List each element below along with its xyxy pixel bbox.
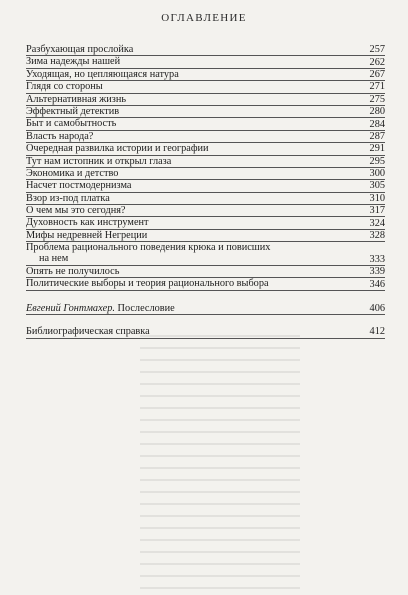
toc-entry: [26, 180, 385, 192]
toc-entry-page: 271: [369, 81, 385, 93]
toc-entry: [26, 217, 385, 229]
toc-entry-title: О чем мы это сегодня?: [26, 205, 126, 217]
toc-entry: [26, 94, 385, 106]
toc-entry: [26, 242, 385, 266]
toc-entry-title: Разбухающая прослойка: [26, 44, 134, 55]
toc-entry-title: Библиографическая справка: [26, 326, 150, 338]
toc-entry-page: 257: [369, 44, 385, 56]
toc-entry-title: Насчет постмодернизма: [26, 180, 132, 192]
toc-entry-title-continuation: на нем: [39, 253, 69, 265]
toc-entry-page: 324: [369, 217, 385, 229]
toc-entry: [26, 44, 385, 56]
toc-entry-title: Экономика и детство: [26, 167, 119, 179]
toc-entry: [26, 56, 385, 68]
toc-entry-title: Духовность как инструмент: [26, 217, 149, 229]
toc-entry-title: Зима надежды нашей: [26, 56, 121, 68]
toc-entry-title: Очередная развилка истории и географии: [26, 143, 209, 155]
toc-entry-page: 300: [369, 168, 385, 180]
toc-entry-page: 295: [369, 155, 385, 167]
toc-entry-page: 310: [369, 192, 385, 204]
toc-entry: [26, 278, 385, 290]
bleed-through-text: [140, 335, 300, 595]
toc-entry-title: [26, 303, 175, 314]
toc-entry-title: Уходящая, но цепляющаяся натура: [26, 68, 179, 80]
toc-entry-page: 284: [369, 118, 385, 130]
toc-entry: [26, 131, 385, 143]
toc-entry-title-line: Проблема рационального поведения крюка и повисших: [26, 242, 271, 254]
toc-entry-afterword: [26, 303, 385, 315]
toc-entry-title: Мифы недревней Негреции: [26, 229, 148, 241]
toc-entry: [26, 69, 385, 81]
toc-entry: [26, 81, 385, 93]
toc-entry-title: Тут нам истопник и открыл глаза: [26, 155, 172, 167]
toc-entry-page: 412: [369, 326, 385, 338]
toc-entry-page: 406: [369, 303, 385, 315]
toc-entry-page: 280: [369, 106, 385, 118]
toc-entry-page: 287: [369, 130, 385, 142]
toc-entry-page: 339: [369, 266, 385, 278]
toc-entry-title: Глядя со стороны: [26, 81, 103, 93]
toc-entry-page: 267: [369, 68, 385, 80]
toc-entry-title: Взор из-под платка: [26, 192, 110, 204]
table-of-contents: [26, 44, 385, 339]
toc-entry: [26, 193, 385, 205]
toc-entry-title: Власть народа?: [26, 130, 94, 142]
toc-entry: [26, 168, 385, 180]
toc-entry: [26, 266, 385, 278]
toc-entry: [26, 143, 385, 155]
toc-entry-page: 317: [369, 205, 385, 217]
toc-entry-title: Быт и самобытность: [26, 118, 117, 130]
toc-entry-page: 305: [369, 180, 385, 192]
toc-entry: [26, 230, 385, 242]
toc-entry: [26, 106, 385, 118]
toc-entry-page: 346: [369, 278, 385, 290]
toc-entry-title: Альтернативная жизнь: [26, 93, 127, 105]
toc-entry-title: [26, 242, 344, 264]
toc-entry: [26, 156, 385, 168]
section-gap: [26, 315, 385, 326]
toc-entry-title: Политические выборы и теория рационального выбора: [26, 278, 269, 290]
toc-entry-page: 291: [369, 143, 385, 155]
toc-entry-page: 262: [369, 56, 385, 68]
toc-entry-title: Опять не получилось: [26, 266, 120, 278]
toc-entry: [26, 205, 385, 217]
toc-entry-title: Эффектный детектив: [26, 105, 120, 117]
toc-entry: [26, 118, 385, 130]
toc-entry-bibliography: [26, 326, 385, 338]
afterword-author: Евгений Гонтмахер.: [26, 302, 115, 314]
page-title: ОГЛАВЛЕНИЕ: [161, 12, 247, 24]
toc-entry-page: 275: [369, 93, 385, 105]
afterword-title: Послесловие: [117, 302, 175, 314]
toc-entry-page: 333: [369, 253, 385, 265]
section-gap: [26, 291, 385, 303]
toc-entry-page: 328: [369, 230, 385, 242]
